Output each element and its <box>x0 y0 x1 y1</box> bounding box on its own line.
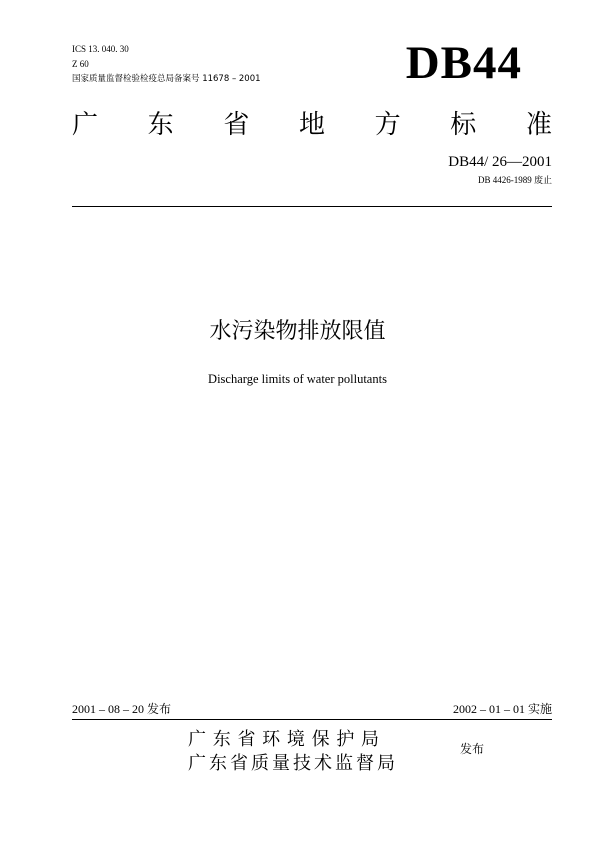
issuer-quality-bureau: 广东省质量技术监督局 <box>188 753 398 774</box>
standard-type-char: 标 <box>450 110 477 140</box>
issued-by-label: 发布 <box>460 742 485 756</box>
ics-code: ICS 13. 040. 30 <box>72 44 129 54</box>
issue-date-value: 2001 – 08 – 20 <box>72 702 144 716</box>
top-divider <box>72 206 552 207</box>
replaced-standard-note: DB 4426-1989 废止 <box>478 175 552 185</box>
effective-date-value: 2002 – 01 – 01 <box>452 702 525 716</box>
issuer-environment-bureau: 广 东 省 环 境 保 护 局 <box>188 729 380 750</box>
record-number: 国家质量监督检验检疫总局备案号 11678 – 2001 <box>72 74 261 84</box>
standard-type-char: 方 <box>374 110 401 140</box>
standard-type-char: 省 <box>223 110 250 140</box>
issue-date-label: 发布 <box>147 702 172 716</box>
standard-type-char: 地 <box>298 110 325 140</box>
document-title-en: Discharge limits of water pollutants <box>208 372 387 386</box>
standard-type-char: 广 <box>72 110 99 140</box>
effective-date <box>453 702 552 717</box>
ccs-code: Z 60 <box>72 59 89 69</box>
standard-type-char: 东 <box>147 110 174 140</box>
issue-date <box>72 702 171 717</box>
bottom-divider <box>72 719 552 720</box>
document-title-cn: 水污染物排放限值 <box>209 319 386 344</box>
standard-type-char: 准 <box>525 110 552 140</box>
standard-type-heading <box>72 108 552 142</box>
standard-code-logo: DB44 <box>405 37 522 89</box>
effective-date-label: 实施 <box>527 702 552 716</box>
standard-number: DB44/ 26—2001 <box>448 154 552 170</box>
